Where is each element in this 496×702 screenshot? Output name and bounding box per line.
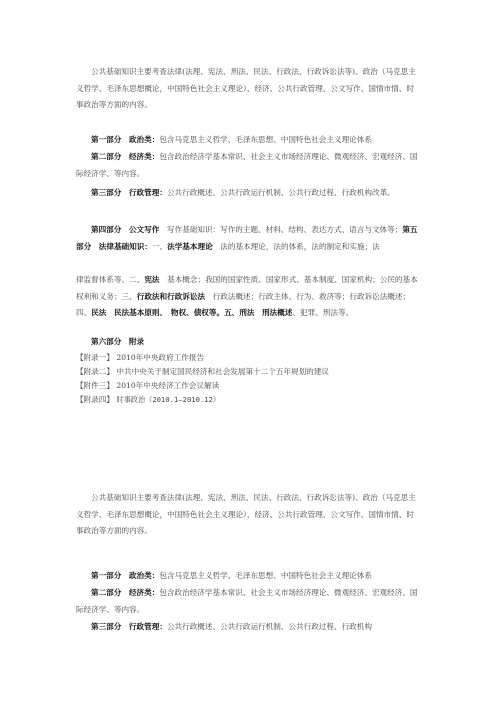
repeat-part-3-paragraph bbox=[76, 619, 420, 636]
part-5-text: 一、 bbox=[151, 241, 168, 251]
part-6-paragraph bbox=[76, 334, 420, 351]
repeat-part-3-label: 第三部分 行政管理： bbox=[91, 622, 167, 631]
civil-criminal-label: 民法 民法基本原则、 物权、债权等。五、刑法 刑法概述 bbox=[91, 308, 293, 317]
part-1-paragraph bbox=[76, 132, 420, 149]
part-2-paragraph bbox=[76, 149, 420, 182]
appendix-tag: 【附录二】 bbox=[76, 367, 114, 376]
repeat-part-1-paragraph bbox=[76, 568, 420, 585]
appendix-tag: 【附录一】 bbox=[76, 353, 114, 362]
appendix-list bbox=[76, 351, 329, 407]
repeat-part-2-text: 包含政治经济学基本常识、社会主义市场经济理论、微观经济、宏观经济、国际经济学、等内容。 bbox=[76, 588, 418, 614]
repeat-part-1-label: 第一部分 政治类： bbox=[91, 571, 160, 580]
part-6-label: 第六部分 附录 bbox=[91, 337, 145, 346]
part-3-paragraph bbox=[76, 185, 420, 202]
appendix-text: 中共中央关于制定国民经济和社会发展第十二个五年规划的建议 bbox=[116, 367, 330, 376]
part-4-text: 写作基础知识：写作的主题、材料、结构、表达方式、语言与文体等； bbox=[159, 225, 403, 234]
part-1-label: 第一部分 政治类： bbox=[91, 135, 160, 144]
part-5-tail: 法的基本理论，法的体系，法的制定和实施；法 bbox=[212, 241, 380, 251]
appendix-item bbox=[76, 351, 329, 365]
appendix-item bbox=[76, 393, 329, 407]
admin-law-label: 行政法和行政诉讼法 bbox=[136, 291, 206, 301]
appendix-text: 2010年中央经济工作会议解读 bbox=[116, 381, 220, 390]
admin-law-text: 行政法概述；行政主体、行为、救济等；行政诉讼法概述；四、 bbox=[76, 291, 411, 317]
part-3-text: 公共行政概述、公共行政运行机制、公共行政过程、行政机构改革。 bbox=[166, 188, 395, 197]
intro-paragraph bbox=[76, 64, 420, 114]
part-2-text: 包含政治经济学基本常识、社会主义市场经济理论、微观经济、宏观经济、国际经济学、等内容。 bbox=[76, 152, 418, 178]
part-1-text: 包含马克思主义哲学、毛泽东思想、中国特色社会主义理论体系 bbox=[159, 135, 372, 144]
part-2-label: 第二部分 经济类： bbox=[91, 152, 160, 161]
part-4-5-paragraph bbox=[76, 222, 420, 255]
repeat-part-1-text: 包含马克思主义哲学、毛泽东思想、中国特色社会主义理论体系 bbox=[159, 571, 372, 580]
repeat-intro-text: 公共基础知识主要考查法律(法理、宪法、刑法、民法、行政法、行政诉讼法等)、政治（马克思主义哲学、毛泽东思想概论，中国特色社会主义理论）、经济、公共行政管理、公文写作、国情市情、时事政治等方面的内容。 bbox=[76, 493, 416, 535]
civil-criminal-text: 、犯罪、刑法等。 bbox=[292, 308, 354, 317]
appendix-text: 时事政治（2010.1—2010.12） bbox=[116, 395, 221, 404]
part-4-label: 第四部分 公文写作 bbox=[91, 225, 160, 234]
law-line-start: 律监督体系等。二、 bbox=[76, 275, 145, 284]
law-paragraph bbox=[76, 272, 420, 322]
intro-text: 公共基础知识主要考查法律(法理、宪法、刑法、民法、行政法、行政诉讼法等)、政治（马克思主义哲学、毛泽东思想概论，中国特色社会主义理论）、经济、公共行政管理、公文写作、国情市情、时事政治等方面的内容。 bbox=[76, 67, 416, 109]
repeat-intro-paragraph bbox=[76, 490, 420, 540]
constitution-label: 宪法 bbox=[144, 275, 160, 284]
repeat-part-3-text: 公共行政概述、公共行政运行机制、公共行政过程、行政机构 bbox=[166, 622, 372, 631]
appendix-text: 2010年中央政府工作报告 bbox=[116, 353, 205, 362]
appendix-tag: 【附录四】 bbox=[76, 395, 114, 404]
constitution-text: 基本概念；我国的国家性质、国家形式、基本制度、国家机构；公民的基本权利和义务；三、 bbox=[76, 275, 418, 301]
part-5-label: 第五部分 法律基础知识： bbox=[76, 225, 418, 251]
repeat-part-2-label: 第二部分 经济类： bbox=[91, 588, 160, 597]
appendix-tag: 【附件三】 bbox=[76, 381, 114, 390]
repeat-part-2-paragraph bbox=[76, 585, 420, 618]
part-5-bold: 法学基本理论 bbox=[167, 241, 213, 251]
appendix-item bbox=[76, 379, 329, 393]
appendix-item bbox=[76, 365, 329, 379]
part-3-label: 第三部分 行政管理： bbox=[91, 188, 167, 197]
